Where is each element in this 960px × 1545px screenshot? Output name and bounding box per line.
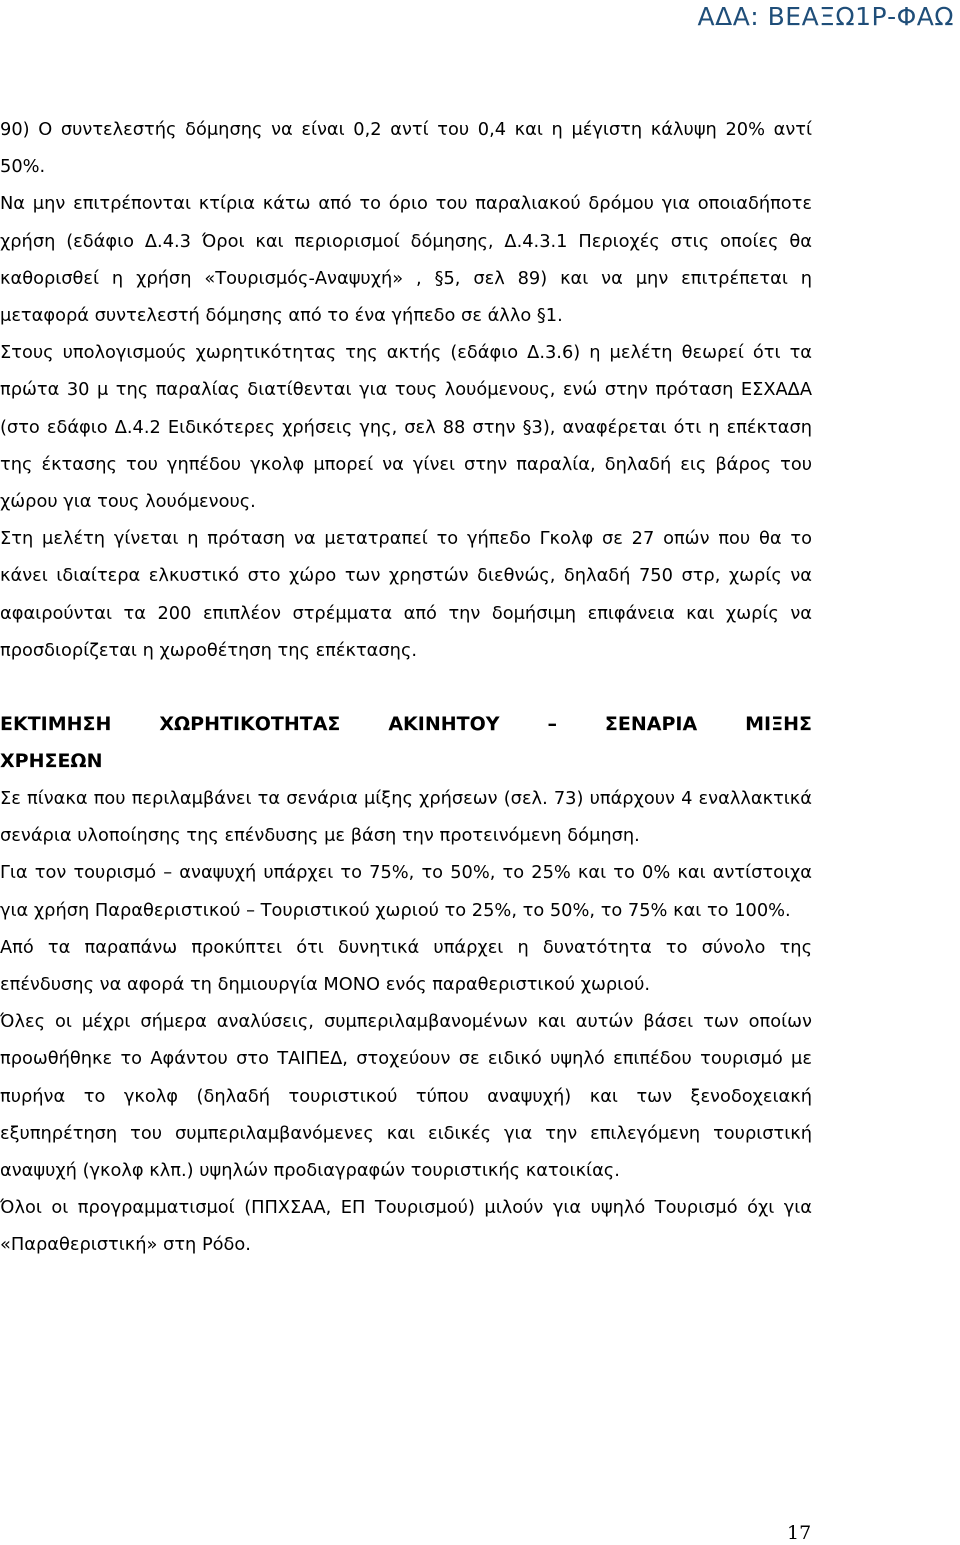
ada-code: ΑΔΑ: ΒΕΑΞΩ1Ρ-ΦΑΩ [697,2,954,31]
paragraph: Στη μελέτη γίνεται η πρόταση να μετατραπεί το γήπεδο Γκολφ σε 27 οπών που θα το κάνει ιδιαίτερα ελκυστικό στο χώρο των χρηστών διεθνώς, δηλαδή 750 στρ, χωρίς να αφαιρούνται τα 200 επιπλέον στρέμματα από την δομήσιμη επιφάνεια και χωρίς να προσδιορίζεται η χωροθέτηση της επέκτασης. [0,528,812,661]
paragraph: Από τα παραπάνω προκύπτει ότι δυνητικά υπάρχει η δυνατότητα το σύνολο της επένδυσης να αφορά τη δημιουργία ΜΟΝΟ ενός παραθεριστικού χωριού. [0,936,812,996]
document-body [0,111,812,1264]
paragraph: Σε πίνακα που περιλαμβάνει τα σενάρια μίξης χρήσεων (σελ. 73) υπάρχουν 4 εναλλακτικά σενάρια υλοποίησης της επένδυσης με βάση την προτεινόμενη δόμηση. [0,788,812,847]
section-heading: ΕΚΤΙΜΗΣΗ ΧΩΡΗΤΙΚΟΤΗΤΑΣ ΑΚΙΝΗΤΟΥ – ΣΕΝΑΡΙΑ ΜΙΞΗΣ ΧΡΗΣΕΩΝ [0,713,812,773]
paragraph: Όλοι οι προγραμματισμοί (ΠΠΧΣΑΑ, ΕΠ Τουρισμού) μιλούν για υψηλό Τουρισμό όχι για «Παραθεριστική» στη Ρόδο. [0,1197,812,1256]
paragraph: Όλες οι μέχρι σήμερα αναλύσεις, συμπεριλαμβανομένων και αυτών βάσει των οποίων προωθήθηκε το Αφάντου στο ΤΑΙΠΕΔ, στοχεύουν σε ειδικό υψηλό επιπέδου τουρισμό με πυρήνα το γκολφ (δηλαδή τουριστικού τύπου αναψυχή) και των ξενοδοχειακή εξυπηρέτηση του συμπεριλαμβανόμενες και ειδικές για την επιλεγόμενη τουριστική αναψυχή (γκολφ κλπ.) υψηλών προδιαγραφών τουριστικής κατοικίας. [0,1011,812,1182]
paragraph: Στους υπολογισμούς χωρητικότητας της ακτής (εδάφιο Δ.3.6) η μελέτη θεωρεί ότι τα πρώτα 30 μ της παραλίας διατίθενται για τους λουόμενους, ενώ στην πρόταση ΕΣΧΑΔΑ (στο εδάφιο Δ.4.2 Ειδικότερες χρήσεις γης, σελ 88 στην §3), αναφέρεται ότι η επέκταση της έκτασης του γηπέδου γκολφ μπορεί να γίνει στην παραλία, δηλαδή εις βάρος του χώρου για τους λουόμενους. [0,342,812,513]
paragraph: Για τον τουρισμό – αναψυχή υπάρχει το 75%, το 50%, το 25% και το 0% και αντίστοιχα για χρήση Παραθεριστικού – Τουριστικού χωριού το 25%, το 50%, το 75% και το 100%. [0,862,812,921]
page-number: 17 [787,1522,812,1544]
paragraph: 90) Ο συντελεστής δόμησης να είναι 0,2 αντί του 0,4 και η μέγιστη κάλυψη 20% αντί 50%. [0,119,812,178]
paragraph: Να μην επιτρέπονται κτίρια κάτω από το όριο του παραλιακού δρόμου για οποιαδήποτε χρήση (εδάφιο Δ.4.3 Όροι και περιορισμοί δόμησης, Δ.4.3.1 Περιοχές στις οποίες θα καθορισθεί η χρήση «Τουρισμός-Αναψυχή» , §5, σελ 89) και να μην επιτρέπεται η μεταφορά συντελεστή δόμησης από το ένα γήπεδο σε άλλο §1. [0,193,812,327]
